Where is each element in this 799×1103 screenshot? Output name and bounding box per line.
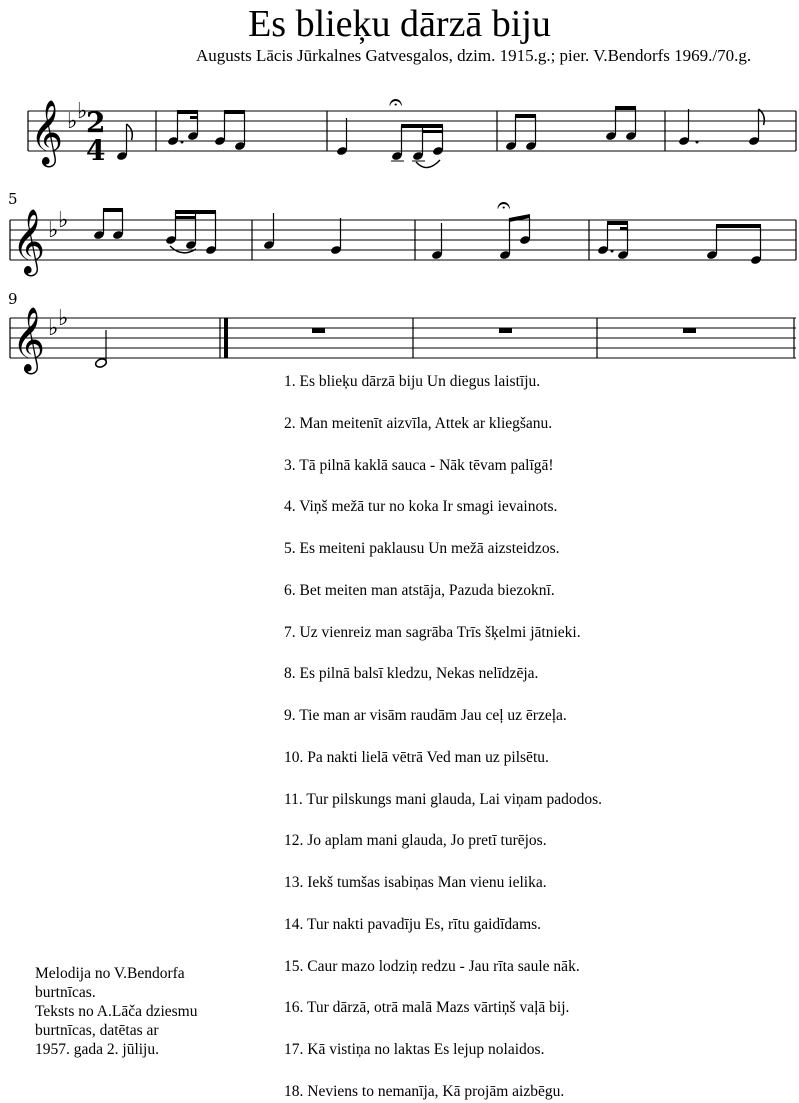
- note-group: [336, 88, 444, 168]
- note-group: [93, 208, 217, 255]
- time-signature-upper: 2: [86, 106, 106, 139]
- song-attribution: Augusts Lācis Jūrkalnes Gatvesgalos, dzim. 1915.g.; pier. V.Bendorfs 1969./70.g.: [196, 46, 752, 65]
- note-group: [263, 213, 342, 255]
- verse-line: 11. Tur pilskungs mani glauda, Lai viņam padodos.: [284, 791, 603, 808]
- flat-sign-icon: ♭: [77, 99, 88, 124]
- verse-line: 12. Jo aplam mani glauda, Jo pretī turējos.: [284, 832, 547, 849]
- flat-sign-icon: ♭: [58, 306, 69, 331]
- staff-system-2: [8, 190, 796, 276]
- music-score: [0, 0, 799, 380]
- staff-lines: [10, 318, 796, 358]
- fermata-icon: 𝄐: [497, 191, 511, 219]
- verse-line: 16. Tur dārzā, otrā malā Mazs vārtiņš vaļā bij.: [284, 999, 570, 1016]
- flat-sign-icon: ♭: [58, 208, 69, 233]
- time-signature-lower: 4: [86, 134, 106, 167]
- staff-lines: [28, 111, 796, 151]
- credit-line: Melodija no V.Bendorfa: [35, 965, 185, 982]
- treble-clef-icon: 𝄞: [12, 307, 46, 372]
- verse-line: 5. Es meiteni paklausu Un mežā aizsteidzos.: [284, 540, 560, 557]
- note: [116, 124, 132, 161]
- verse-line: 4. Viņš mežā tur no koka Ir smagi ievainots.: [284, 498, 558, 515]
- rest-icon: [312, 328, 325, 333]
- verse-line: 8. Es pilnā balsī kledzu, Nekas nelīdzēja.: [284, 665, 539, 682]
- verse-line: 3. Tā pilnā kaklā sauca - Nāk tēvam palīgā!: [284, 457, 554, 474]
- staff-system-3: [8, 290, 796, 374]
- treble-clef-icon: 𝄞: [30, 100, 64, 165]
- verse-line: 6. Bet meiten man atstāja, Pazuda biezoknī.: [284, 582, 555, 599]
- treble-clef-icon: 𝄞: [12, 209, 46, 274]
- verse-line: 14. Tur nakti pavadīju Es, rītu gaidīdams.: [284, 916, 542, 933]
- credit-line: burtnīcas, datētas ar: [35, 1022, 159, 1039]
- verse-line: 10. Pa nakti lielā vētrā Ved man uz pilsētu.: [284, 749, 549, 766]
- note: [95, 330, 108, 368]
- rest-icon: [499, 328, 512, 333]
- verse-line: 17. Kā vistiņa no laktas Es lejup nolaidos.: [284, 1041, 545, 1058]
- verse-line: 13. Iekš tumšas isabiņas Man vienu ielika.: [284, 874, 547, 891]
- verse-line: 2. Man meitenīt aizvīla, Attek ar kliegšanu.: [284, 415, 553, 432]
- song-title: Es blieķu dārzā biju: [248, 3, 551, 45]
- source-credits: [35, 964, 240, 1059]
- note-group: [597, 221, 762, 265]
- flat-sign-icon: ♭: [48, 316, 59, 341]
- flat-sign-icon: ♭: [67, 109, 78, 134]
- verse-line: 15. Caur mazo lodziņ redzu - Jau rīta saule nāk.: [284, 958, 580, 975]
- note-group: [505, 106, 637, 151]
- verse-line: 1. Es blieķu dārzā biju Un diegus laistīju.: [284, 373, 541, 390]
- measure-number: 9: [8, 290, 18, 308]
- credit-line: Teksts no A.Lāča dziesmu: [35, 1003, 198, 1020]
- staff-lines: [10, 220, 796, 260]
- verse-line: 18. Neviens to nemanīja, Kā projām aizbēgu.: [284, 1083, 565, 1100]
- measure-number: 5: [8, 190, 18, 208]
- verse-line: 9. Tie man ar visām raudām Jau ceļ uz ērzeļa.: [284, 707, 567, 724]
- staff-system-1: [28, 88, 796, 168]
- flat-sign-icon: ♭: [48, 218, 59, 243]
- verse-line: 7. Uz vienreiz man sagrāba Trīs šķelmi jātnieki.: [284, 624, 581, 641]
- credit-line: 1957. gada 2. jūliju.: [35, 1041, 159, 1058]
- rest-icon: [683, 328, 696, 333]
- fermata-icon: 𝄐: [389, 88, 403, 116]
- credit-line: burtnīcas.: [35, 984, 96, 1001]
